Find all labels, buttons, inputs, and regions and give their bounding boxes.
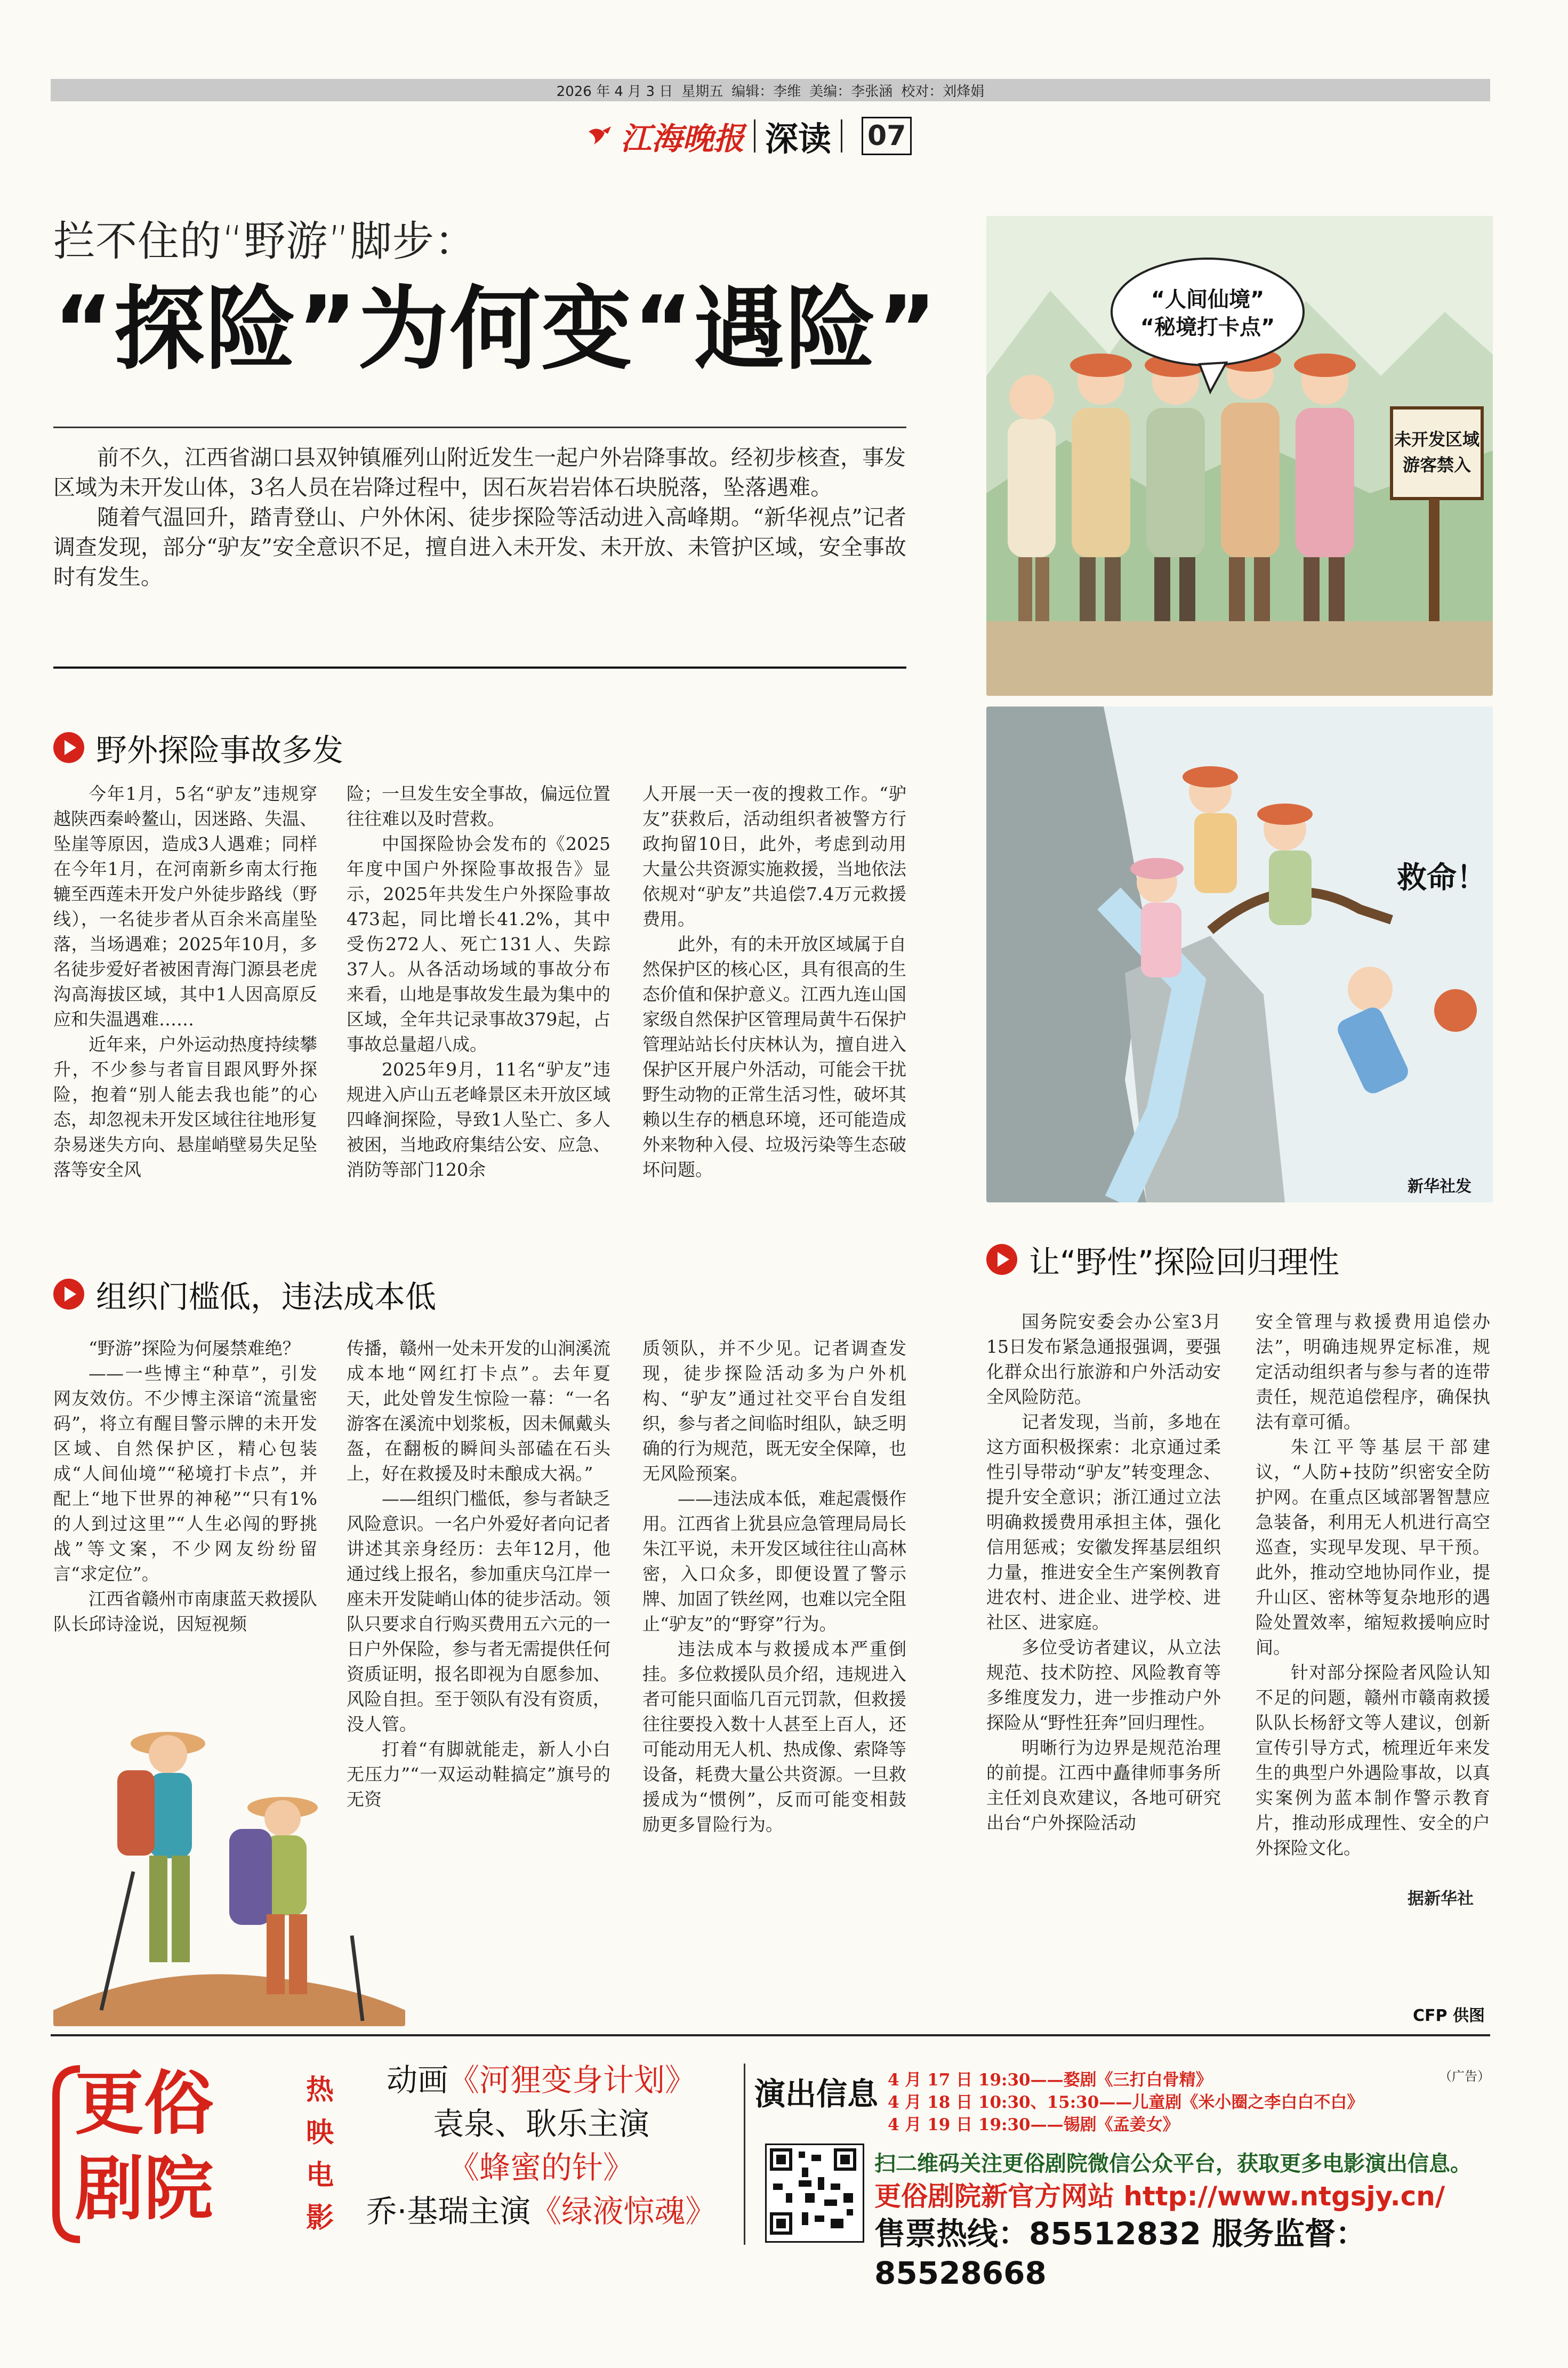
warning-sign-line: 游客禁入 (1402, 455, 1471, 475)
paragraph: “野游”探险为何屡禁难绝？ (89, 1338, 300, 1359)
theater-name-line: 更俗 (75, 2063, 214, 2144)
qr-code-icon[interactable] (765, 2144, 864, 2243)
weekday: 星期五 (681, 83, 723, 100)
lead-paragraph: 随着气温回升，踏青登山、户外休闲、徒步探险等活动进入高峰期。“新华视点”记者调查发现，部分“驴友”安全意识不足，擅自进入未开发、未开放、未管护区域，安全事故时有发生。 (53, 504, 906, 590)
page-number: 07 (862, 117, 912, 155)
section-name: 深读 (765, 119, 832, 158)
section-heading-text: 让“野性”探险回归理性 (1029, 1244, 1340, 1280)
paragraph: 2025年9月，11名“驴友”违规进入庐山五老峰景区未开放区域四峰涧探险，导致1人坠亡、多人被困，当地政府集结公安、应急、消防等部门120余 (347, 1059, 610, 1180)
date: 2026 年 4 月 3 日 (556, 83, 673, 100)
divider (744, 2064, 745, 2245)
rule (53, 667, 906, 669)
paragraph: 此外，有的未开放区域属于自然保护区的核心区，具有很高的生态价值和保护意义。江西九连山国家级自然保护区管理局黄牛石保护管理站站长付庆林认为，擅自进入保护区开展户外活动，可能会干扰野生动物的正常生活习性，破坏其赖以生存的栖息环境，还可能造成外来物种入侵、垃圾污染等生态破坏问题。 (642, 934, 906, 1180)
theater-name-line: 剧院 (75, 2148, 214, 2229)
paragraph: 多位受访者建议，从立法规范、技术防控、风险教育等多维度发力，进一步推动户外探险从“野性狂奔”回归理性。 (986, 1637, 1221, 1733)
text-column (53, 781, 317, 1182)
hikers-illustration (53, 1712, 405, 2026)
paragraph: ——一些博主“种草”，引发网友效仿。不少博主深谙“流量密码”，将立有醒目警示牌的未开发区域、自然保护区，精心包装成“人间仙境”“秘境打卡点”，并配上“地下世界的神秘”“只有1%的人到过这里”“人生必闯的野挑战”等文案，不少网友纷纷留言“求定位”。 (53, 1363, 317, 1584)
section-heading-text: 组织门槛低，违法成本低 (96, 1279, 437, 1315)
section-heading (986, 1237, 1339, 1282)
ad-tag: （广告） (1439, 2069, 1490, 2084)
paragraph: 人开展一天一夜的搜救工作。“驴友”获救后，活动组织者被警方行政拘留10日，此外，考虑到动用大量公共资源实施救援，当地依法依规对“驴友”共追偿7.4万元救援费用。 (642, 783, 906, 929)
text-column (1256, 1309, 1490, 1860)
speech-bubble-line: “秘境打卡点” (1140, 315, 1275, 340)
divider (841, 119, 842, 152)
movie-list (349, 2058, 733, 2233)
website-text[interactable]: 更俗剧院新官方网站 http://www.ntgsjy.cn/ (874, 2181, 1445, 2212)
editor: 编辑：李维 (731, 83, 801, 100)
article-source: 据新华社 (1408, 1889, 1474, 1908)
section-heading-text: 野外探险事故多发 (96, 732, 344, 768)
hotline-text: 售票热线：85512832 服务监督：85528668 (874, 2216, 1367, 2291)
show-line: 4 月 17 日 19:30——婺剧《三打白骨精》 (888, 2070, 1212, 2090)
ad-divider (51, 2034, 1490, 2036)
paragraph: 今年1月，5名“驴友”违规穿越陕西秦岭鳌山，因迷路、失温、坠崖等原因，造成3人遇难；同样在今年1月，在河南新乡南太行拖辘至西莲未开发户外徒步路线（野线），一名徒步者从百余米高崖坠落，当场遇难；2025年10月，多名徒步爱好者被困青海门源县老虎沟高海拔区域，其中1人因高原反应和失温遇难…… (53, 783, 317, 1030)
section-heading (53, 1272, 436, 1317)
movie-line: 《蜂蜜的针》 (448, 2149, 634, 2186)
paragraph: 针对部分探险者风险认知不足的问题，赣州市赣南救援队队长杨舒文等人建议，创新宣传引导方式，梳理近年来发生的典型户外遇险事故，以真实案例为蓝本制作警示教育片，推动形成理性、安全的户外探险文化。 (1256, 1662, 1490, 1858)
theater-advertisement (51, 2058, 1490, 2291)
masthead (586, 115, 912, 157)
paragraph: 安全管理与救援费用追偿办法”，明确违规界定标准，规定活动组织者与参与者的连带责任，规范追偿程序，确保执法有章可循。 (1256, 1311, 1490, 1432)
scan-qr-text: 扫二维码关注更俗剧院微信公众平台，获取更多电影演出信息。 (874, 2152, 1471, 2176)
show-line: 4 月 18 日 10:30、15:30——儿童剧《米小圈之李白白不白》 (888, 2093, 1364, 2112)
section-heading (53, 725, 343, 770)
warning-sign-line: 未开发区域 (1394, 429, 1480, 449)
speech-bubble-line: “人间仙境” (1151, 287, 1265, 312)
text-column (642, 1336, 906, 1837)
article-title: “探险”为何变“遇险” (53, 277, 938, 382)
play-triangle-icon (986, 1244, 1017, 1275)
hot-label-char: 影 (305, 2202, 334, 2234)
paragraph: 违法成本与救援成本严重倒挂。多位救援队员介绍，违规进入者可能只面临几百元罚款，但救援往往要投入数十人甚至上百人，还可能动用无人机、热成像、索降等设备，耗费大量公共资源。一旦救援成为“惯例”，反而可能变相鼓励更多冒险行为。 (642, 1639, 906, 1835)
paragraph: 中国探险协会发布的《2025年度中国户外探险事故报告》显示，2025年共发生户外探险事故473起，同比增长41.2%，其中受伤272人、死亡131人、失踪37人。从各活动场域的事故分布来看，山地是事故发生最为集中的区域，全年共记录事故379起，占事故总量超八成。 (347, 833, 610, 1055)
movie-line: 袁泉、耿乐主演 (432, 2106, 649, 2142)
lead-paragraphs (53, 443, 906, 592)
paragraph: ——组织门槛低，参与者缺乏风险意识。一名户外爱好者向记者讲述其亲身经历：去年12月，他通过线上报名，参加重庆乌江岸一座未开发陡峭山体的徒步活动。领队只要求自行购买费用五六元的一日户外保险，参与者无需提供任何资质证明，报名即视为自愿参加、风险自担。至于领队有没有资质，没人管。 (347, 1488, 610, 1735)
proofreader: 校对：刘烽娟 (901, 83, 985, 100)
divider (754, 119, 755, 152)
hot-movies-label (301, 2069, 339, 2239)
cartoon-hikers-illustration (986, 216, 1493, 696)
photo-credit: CFP 供图 (1413, 2006, 1485, 2025)
show-list (888, 2069, 1363, 2136)
hot-label-char: 映 (305, 2117, 334, 2149)
lead-paragraph: 前不久，江西省湖口县双钟镇雁列山附近发生一起户外岩降事故。经初步核查，事发区域为未开发山体，3名人员在岩降过程中，因石灰岩岩体石块脱落，坠落遇难。 (53, 445, 906, 500)
cartoon-rescue-illustration (986, 707, 1493, 1202)
play-triangle-icon (53, 1279, 84, 1310)
text-column (53, 1336, 317, 1636)
paragraph: 质领队，并不少见。记者调查发现，徒步探险活动多为户外机构、“驴友”通过社交平台自发组织，参与者之间临时组队，缺乏明确的行为规范，既无安全保障，也无风险预案。 (642, 1338, 906, 1484)
paragraph: 传播，赣州一处未开发的山涧溪流成本地“网红打卡点”。去年夏天，此处曾发生惊险一幕：“一名游客在溪流中划浆板，因未佩戴头盔，在翻板的瞬间头部磕在石头上，好在救援及时未酿成大祸。” (347, 1338, 610, 1484)
article-subtitle: 拦不住的“野游”脚步： (53, 218, 477, 266)
paragraph: 近年来，户外运动热度持续攀升，不少参与者盲目跟风野外探险，抱着“别人能去我也能”的心态，却忽视未开发区域往往地形复杂易迷失方向、悬崖峭壁易失足坠落等安全风 (53, 1034, 317, 1180)
movie-line: 乔·基瑞主演《绿液惊魂》 (366, 2193, 717, 2229)
paragraph: ——违法成本低，难起震慑作用。江西省上犹县应急管理局局长朱江平说，未开发区域往往山高林密，入口众多，即便设置了警示牌、加固了铁丝网，也难以完全阻止“驴友”的“野穿”行为。 (642, 1488, 906, 1634)
paragraph: 记者发现，当前，多地在这方面积极探索：北京通过柔性引导带动“驴友”转变理念、提升安全意识；浙江通过立法明确救援费用承担主体，强化信用惩戒；安徽发挥基层组织力量，推进安全生产案例教育进农村、进企业、进学校、进社区、进家庭。 (986, 1411, 1221, 1633)
play-triangle-icon (53, 732, 84, 763)
paper-logo-icon (586, 121, 616, 151)
theater-logo (51, 2058, 275, 2250)
rescue-shout: 救命！ (1397, 861, 1486, 895)
theater-contact-info (874, 2149, 1490, 2293)
paragraph: 明晰行为边界是规范治理的前提。江西中矗律师事务所主任刘良欢建议，各地可研究出台“户外探险活动 (986, 1737, 1221, 1833)
paragraph: 朱江平等基层干部建议，“人防+技防”织密安全防护网。在重点区域部署智慧应急装备，利用无人机进行高空巡查，实现早发现、早干预。此外，推动空地协同作业，提升山区、密林等复杂地形的遇险处置效率，缩短救援响应时间。 (1256, 1436, 1490, 1658)
hot-label-char: 热 (305, 2074, 334, 2106)
hot-label-char: 电 (305, 2160, 334, 2192)
movie-line: 动画《河狸变身计划》 (386, 2062, 696, 2098)
paragraph: 江西省赣州市南康蓝天救援队队长邱诗淦说，因短视频 (53, 1588, 317, 1634)
illustration-credit: 新华社发 (1408, 1177, 1471, 1196)
designer: 美编：李张涵 (809, 83, 893, 100)
paragraph: 国务院安委会办公室3月15日发布紧急通报强调，要强化群众出行旅游和户外活动安全风险防范。 (986, 1311, 1221, 1407)
paragraph: 险；一旦发生安全事故，偏远位置往往难以及时营救。 (347, 783, 610, 829)
paragraph: 打着“有脚就能走，新人小白无压力”“一双运动鞋搞定”旗号的无资 (347, 1739, 610, 1810)
show-line: 4 月 19 日 19:30——锡剧《孟姜女》 (888, 2115, 1179, 2134)
show-info-label: 演出信息 (754, 2076, 879, 2112)
text-column (347, 781, 610, 1182)
text-column (642, 781, 906, 1182)
text-column (986, 1309, 1221, 1835)
dateline (51, 79, 1490, 101)
rule (53, 427, 906, 428)
paper-name: 江海晚报 (621, 121, 745, 157)
